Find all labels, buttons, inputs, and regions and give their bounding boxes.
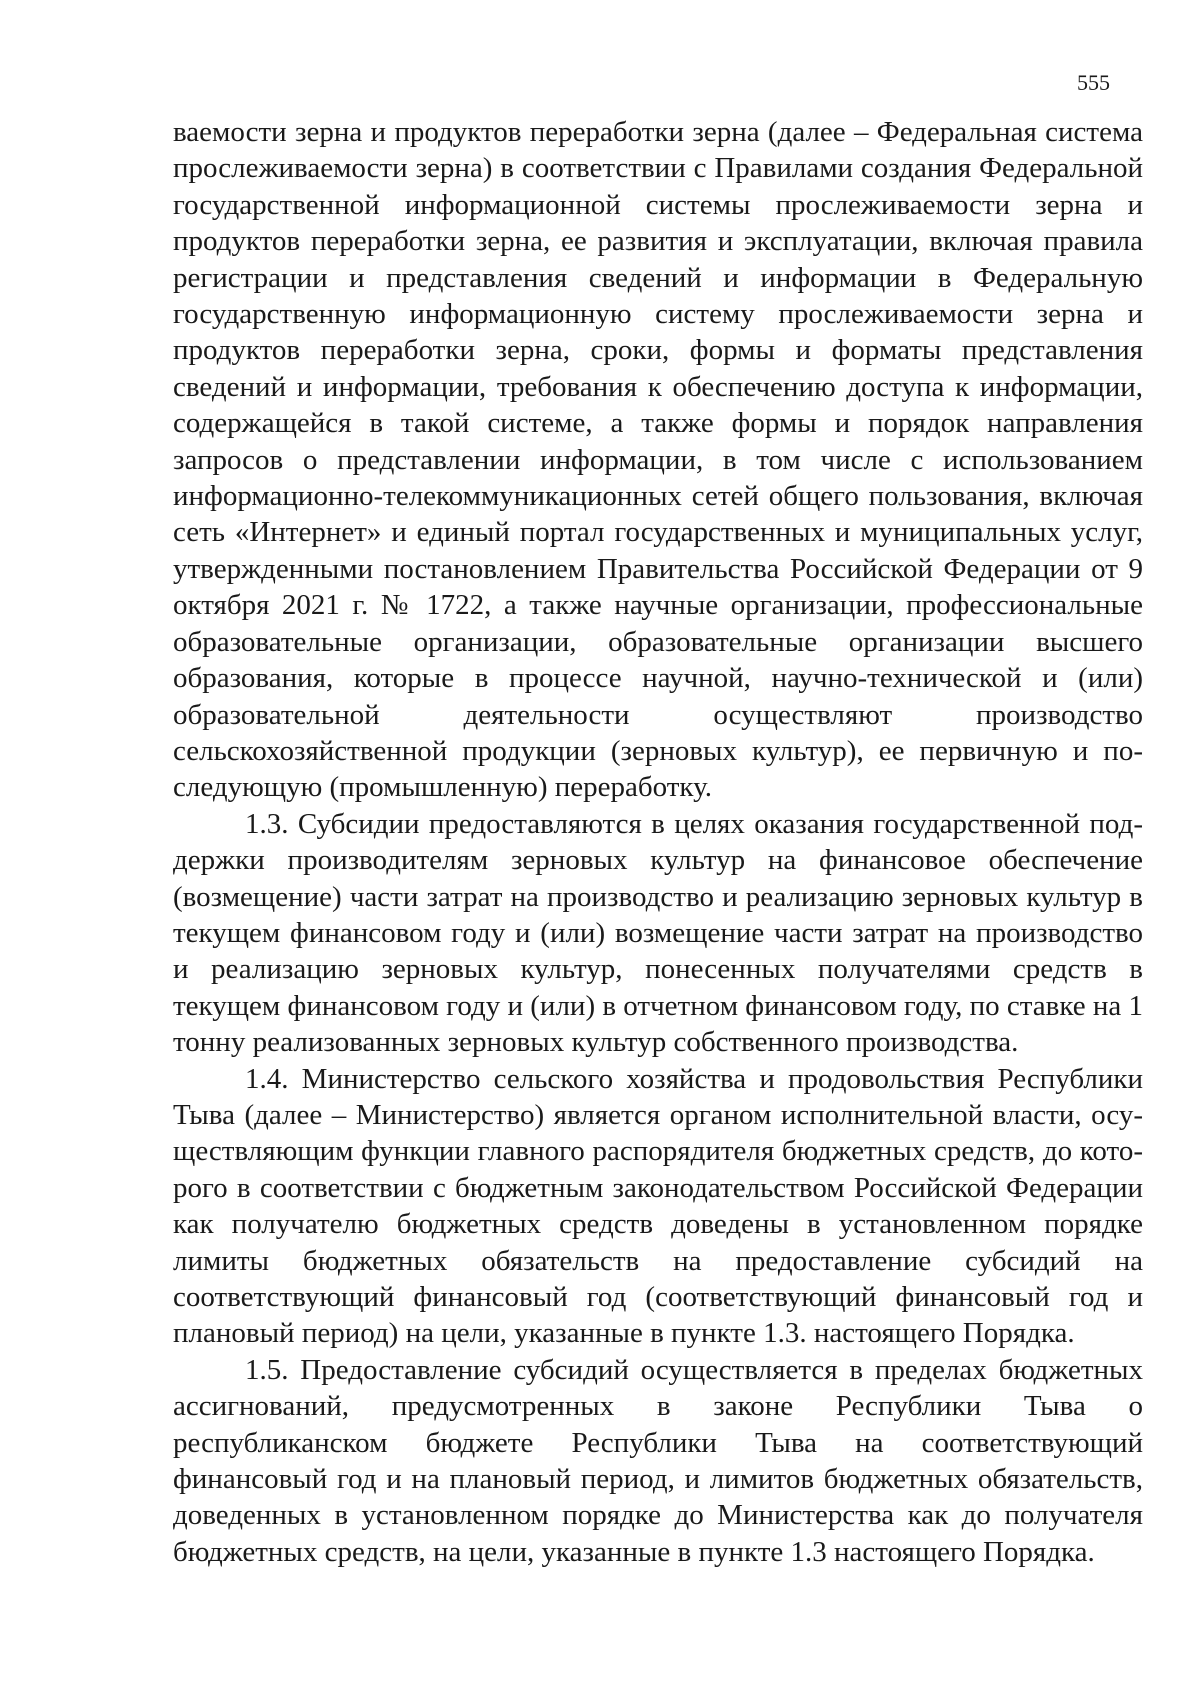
- paragraph-continuation: ваемости зерна и продуктов переработки зерна (далее – Федеральная система прослеживаемости зерна) в соответствии с Правилами создания Федеральной государственной информационной системы прослеживаемости зерна и продуктов переработки зерна, ее развития и эксплуатации, включая правила регистрации и представления сведений и информации в Федеральную государственную информационную систему прослеживаемости зерна и продуктов переработки зерна, сроки, формы и форматы представления сведений и информации, требования к обеспечению доступа к информации, содержащейся в такой системе, а также формы и порядок направления запросов о представлении информации, в том числе с использованием информационно-телекоммуникационных сетей общего пользования, включая сеть «Интернет» и единый портал государственных и муниципальных услуг, утвержденными постановлением Правительства Российской Федерации от 9 октября 2021 г. № 1722, а также научные организации, профессиональные образовательные организации, образовательные организации высшего образования, которые в процессе научной, научно-технической и (или) образовательной деятельности осуществляют производство сельскохозяйственной продукции (зерновых культур), ее первичную и последующую (промышленную) переработку.: [173, 116, 1143, 804]
- page-number: 555: [1077, 70, 1110, 95]
- document-body: [173, 114, 1143, 1570]
- paragraph-1-4: 1.4. Министерство сельского хозяйства и продовольствия Республики Тыва (далее – Министерство) является органом исполнительной власти, осуществляющим функции главного распорядителя бюджетных средств, до которого в соответствии с бюджетным законодательством Российской Федерации как получателю бюджетных средств доведены в установленном порядке лимиты бюджетных обязательств на предоставление субсидий на соответствующий финансовый год (соответствующий финансовый год и плановый период) на цели, указанные в пункте 1.3. настоящего Порядка.: [173, 1062, 1143, 1350]
- paragraph-1-5: 1.5. Предоставление субсидий осуществляется в пределах бюджетных ассигнований, предусмотренных в законе Республики Тыва о республиканском бюджете Республики Тыва на соответствующий финансовый год и на плановый период, и лимитов бюджетных обязательств, доведенных в установленном порядке до Министерства как до получателя бюджетных средств, на цели, указанные в пункте 1.3 настоящего Порядка.: [173, 1353, 1143, 1568]
- paragraph-1-3: 1.3. Субсидии предоставляются в целях оказания государственной поддержки производителям зерновых культур на финансовое обеспечение (возмещение) части затрат на производство и реализацию зерновых культур в текущем финансовом году и (или) возмещение части затрат на производство и реализацию зерновых культур, понесенных получателями средств в текущем финансовом году и (или) в отчетном финансовом году, по ставке на 1 тонну реализованных зерновых культур собственного производства.: [173, 807, 1143, 1059]
